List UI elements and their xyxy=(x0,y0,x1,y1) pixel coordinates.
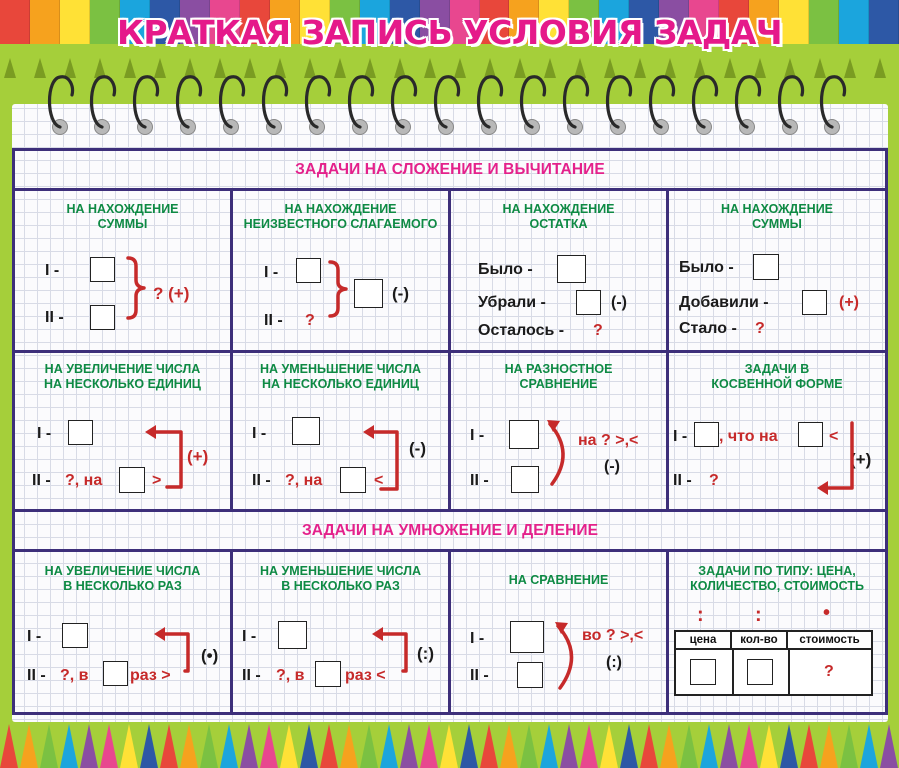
operation: (-) xyxy=(611,294,627,311)
arrow-icon xyxy=(151,432,181,487)
card-title-line: НА НЕСКОЛЬКО ЕДИНИЦ xyxy=(44,377,201,391)
symbol-multiply: • xyxy=(823,602,831,624)
row-label: I - xyxy=(264,264,279,281)
symbol-divide: : xyxy=(755,604,762,626)
relation-text: во ? >,< xyxy=(582,627,644,644)
card-title-line: НА УВЕЛИЧЕНИЕ ЧИСЛА xyxy=(44,362,201,376)
row-label: II - xyxy=(470,667,489,684)
brace-icon xyxy=(128,258,144,318)
arc-arrow-icon xyxy=(558,626,572,688)
relation-sign: < xyxy=(374,472,384,489)
operation: (+) xyxy=(839,294,859,311)
card-title-line: НА НАХОЖДЕНИЕ xyxy=(66,202,179,216)
relation-sign: раз < xyxy=(345,667,386,684)
arrowhead-icon xyxy=(555,622,568,634)
card-title-line: НЕИЗВЕСТНОГО СЛАГАЕМОГО xyxy=(243,217,438,231)
row-label: II - xyxy=(32,472,51,489)
operation: (-) xyxy=(392,284,409,303)
row-label: II - xyxy=(45,309,64,326)
relation-text: ?, на xyxy=(65,472,103,489)
operation: (:) xyxy=(606,654,622,671)
card-title-line: В НЕСКОЛЬКО РАЗ xyxy=(281,579,400,593)
arrowhead-icon xyxy=(817,481,828,495)
section-header-addition: ЗАДАЧИ НА СЛОЖЕНИЕ И ВЫЧИТАНИЕ xyxy=(295,161,605,178)
card-title-line: ЗАДАЧИ ПО ТИПУ: ЦЕНА, xyxy=(698,564,856,578)
operation: (-) xyxy=(604,458,620,475)
row-label: I - xyxy=(45,262,60,279)
relation-sign: > xyxy=(152,472,162,489)
section-header-multiplication: ЗАДАЧИ НА УМНОЖЕНИЕ И ДЕЛЕНИЕ xyxy=(301,522,599,539)
brace-icon xyxy=(330,262,346,316)
symbol-divide: : xyxy=(697,604,704,626)
card-title-line: НА НЕСКОЛЬКО ЕДИНИЦ xyxy=(262,377,419,391)
arrowhead-icon xyxy=(547,420,560,432)
row-label: I - xyxy=(673,428,688,445)
row-label: Убрали - xyxy=(478,294,546,311)
row-label: II - xyxy=(242,667,261,684)
relation-text: ?, на xyxy=(285,472,323,489)
card-title-line: ОСТАТКА xyxy=(529,217,588,231)
unknown-mark: ? xyxy=(305,312,315,329)
operation: ? (+) xyxy=(153,284,190,303)
row-label: II - xyxy=(27,667,46,684)
page-title: КРАТКАЯ ЗАПИСЬ УСЛОВИЯ ЗАДАЧ xyxy=(116,13,783,52)
row-label: II - xyxy=(673,472,692,489)
card-title-line: НА РАЗНОСТНОЕ xyxy=(504,362,613,376)
row-label: I - xyxy=(242,628,257,645)
arrowhead-icon xyxy=(363,425,374,439)
card-title-line: НА НАХОЖДЕНИЕ xyxy=(502,202,615,216)
row-label: I - xyxy=(27,628,42,645)
unknown-mark: ? xyxy=(593,322,603,339)
operation: (+) xyxy=(187,447,209,466)
arc-arrow-icon xyxy=(550,424,563,484)
row-label: II - xyxy=(470,472,489,489)
card-title-line: НА УМЕНЬШЕНИЕ ЧИСЛА xyxy=(259,362,422,376)
relation-sign: раз > xyxy=(130,667,171,684)
header-cost: стоимость xyxy=(788,632,871,650)
arrow-icon xyxy=(824,423,852,488)
header-quantity: кол-во xyxy=(732,632,788,650)
relation-text: ?, в xyxy=(60,667,89,684)
row-label: I - xyxy=(252,425,267,442)
arrowhead-icon xyxy=(145,425,156,439)
arrowhead-icon xyxy=(154,627,165,641)
row-label: Было - xyxy=(478,261,533,278)
arrowhead-icon xyxy=(372,627,383,641)
card-title-line: НА УМЕНЬШЕНИЕ ЧИСЛА xyxy=(259,564,422,578)
card-title-line: НА УВЕЛИЧЕНИЕ ЧИСЛА xyxy=(44,564,201,578)
row-label: Было - xyxy=(679,259,734,276)
relation-text: ?, в xyxy=(276,667,305,684)
card-title-line: СРАВНЕНИЕ xyxy=(519,377,598,391)
card-title-line: КОЛИЧЕСТВО, СТОИМОСТЬ xyxy=(690,579,864,593)
row-label: II - xyxy=(264,312,283,329)
unknown-mark: ? xyxy=(755,320,765,337)
card-title-line: НА НАХОЖДЕНИЕ xyxy=(720,202,834,216)
operation: (-) xyxy=(409,439,426,458)
row-label: Добавили - xyxy=(679,294,769,311)
unknown-mark: ? xyxy=(824,663,834,680)
operation: (+) xyxy=(850,450,872,469)
card-title-line: КОСВЕННОЙ ФОРМЕ xyxy=(711,377,843,391)
row-label: I - xyxy=(37,425,52,442)
card-title-line: В НЕСКОЛЬКО РАЗ xyxy=(63,579,182,593)
card-title-line: НА НАХОЖДЕНИЕ xyxy=(284,202,397,216)
arrow-icon xyxy=(369,432,397,489)
operation: (:) xyxy=(417,644,434,663)
operation: (•) xyxy=(201,646,219,665)
card-title-line: СУММЫ xyxy=(752,217,802,231)
relation-text: на ? >,< xyxy=(578,432,639,449)
row-label: I - xyxy=(470,630,485,647)
card-title-line: ЗАДАЧИ В xyxy=(744,362,810,376)
relation-text: , что на xyxy=(719,428,778,445)
row-label: Стало - xyxy=(679,320,737,337)
card-title-line: НА СРАВНЕНИЕ xyxy=(508,573,609,587)
relation-sign: < xyxy=(829,428,839,445)
row-label: Осталось - xyxy=(478,322,565,339)
card-title-line: СУММЫ xyxy=(97,217,148,231)
row-label: II - xyxy=(252,472,271,489)
row-label: I - xyxy=(470,427,485,444)
unknown-mark: ? xyxy=(709,472,719,489)
header-price: цена xyxy=(676,632,732,650)
